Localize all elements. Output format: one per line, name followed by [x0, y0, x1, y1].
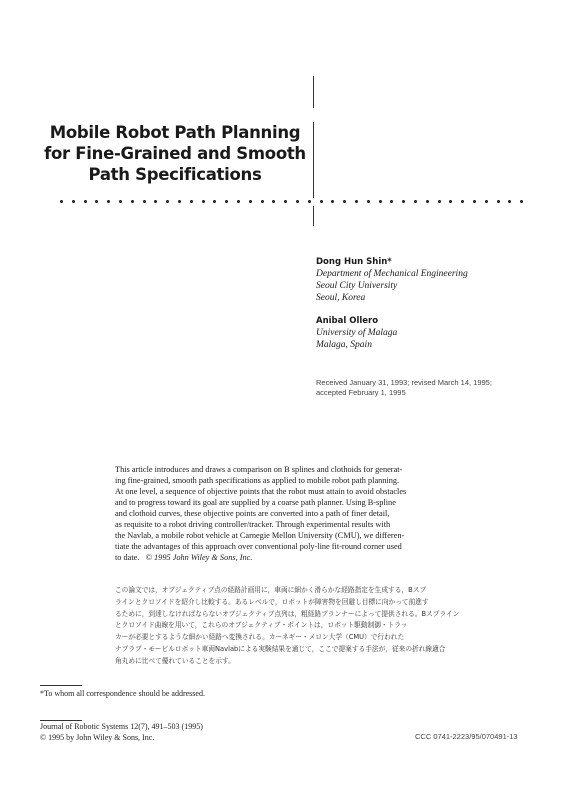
- separator-dot: [520, 200, 523, 203]
- separator-dot: [343, 200, 346, 203]
- journal-citation: Journal of Robotic Systems 12(7), 491–503 (1995): [40, 722, 203, 731]
- abstract-end: to date.: [115, 553, 140, 562]
- separator-dot: [202, 200, 205, 203]
- japanese-line: ナブラブ・モービルロボット車両Navlabによる実験結果を通じて，ここで提案する手法が，従来の折れ線適合: [115, 644, 446, 653]
- separator-dot: [166, 200, 169, 203]
- received-line: Received January 31, 1993; revised March 14, 1995;: [316, 378, 492, 387]
- separator-dot: [284, 200, 287, 203]
- vertical-rule-top: [313, 76, 314, 108]
- author-1: [316, 256, 468, 304]
- separator-dot: [438, 200, 441, 203]
- separator-dot: [296, 200, 299, 203]
- separator-dot: [426, 200, 429, 203]
- separator-dot: [190, 200, 193, 203]
- separator-dot: [213, 200, 216, 203]
- separator-dot: [272, 200, 275, 203]
- author-2: [316, 315, 397, 351]
- separator-dot: [95, 200, 98, 203]
- footnote-rule: [40, 685, 82, 686]
- japanese-line: カーが必要とするような細かい経路へ変換される。カーネギー・メロン大学（CMU）で行われた: [115, 633, 405, 642]
- separator-dot: [84, 200, 87, 203]
- title-line: for Fine-Grained and Smooth: [44, 144, 306, 163]
- abstract-line: the Navlab, a mobile robot vehicle at Carnegie Mellon University (CMU), we differen-: [115, 531, 405, 540]
- author-affiliation: Department of Mechanical Engineering: [316, 269, 468, 279]
- japanese-line: とクロソイド曲線を用いて，これらのオブジェクティブ・ポイントは，ロボット駆動制御・トラッ: [115, 621, 408, 630]
- page-title: [40, 122, 310, 185]
- journal-rule: [40, 720, 82, 721]
- separator-dot: [367, 200, 370, 203]
- separator-dot: [355, 200, 358, 203]
- separator-dot: [60, 200, 63, 203]
- footnote: *To whom all correspondence should be addressed.: [40, 689, 205, 698]
- ccc-code: CCC 0741-2223/95/070491-13: [415, 732, 518, 741]
- abstract-copyright: © 1995 John Wiley & Sons, Inc.: [145, 553, 253, 562]
- received-dates: [316, 378, 516, 398]
- vertical-rule-lower: [313, 206, 314, 226]
- journal-copyright: © 1995 by John Wiley & Sons, Inc.: [40, 732, 155, 742]
- separator-dot: [485, 200, 488, 203]
- separator-dot: [249, 200, 252, 203]
- author-name: Anibal Ollero: [316, 316, 379, 326]
- japanese-line: この論文では，オブジェクティブ点の経路計画用に，車両に細かく滑らかな経路指定を生成する，Bスプ: [115, 586, 427, 594]
- author-affiliation: Seoul, Korea: [316, 293, 366, 303]
- separator-dot: [225, 200, 228, 203]
- separator-dot: [379, 200, 382, 203]
- separator-dot: [414, 200, 417, 203]
- abstract-last-line: [115, 552, 462, 563]
- author-affiliation: Seoul City University: [316, 281, 398, 291]
- author-affiliation: University of Malaga: [316, 328, 398, 338]
- separator-dot: [331, 200, 334, 203]
- japanese-line: ラインとクロソイドを紹介し比較する。あるレベルで，ロボットが障害物を回避し目標に向かって前進す: [115, 597, 429, 606]
- separator-dot: [390, 200, 393, 203]
- separator-dot: [402, 200, 405, 203]
- separator-dot: [178, 200, 181, 203]
- author-name: Dong Hun Shin*: [316, 257, 392, 267]
- separator-dot: [473, 200, 476, 203]
- abstract-line: ing fine-grained, smooth path specifications as applied to mobile robot path planning.: [115, 476, 400, 485]
- separator-dot: [237, 200, 240, 203]
- separator-dot: [261, 200, 264, 203]
- separator-dot: [143, 200, 146, 203]
- separator-dot: [119, 200, 122, 203]
- abstract-line: At one level, a sequence of objective points that the robot must attain to avoid obstacles: [115, 487, 407, 496]
- title-line: Path Specifications: [88, 165, 262, 184]
- author-affiliation: Malaga, Spain: [316, 340, 372, 350]
- abstract-line: as requisite to a robot driving controller/tracker. Through experimental results with: [115, 520, 391, 529]
- abstract-line: tiate the advantages of this approach over conventional poly-line fit-round corner used: [115, 542, 402, 551]
- separator-dot: [449, 200, 452, 203]
- title-line: Mobile Robot Path Planning: [49, 123, 301, 142]
- abstract-line: and clothoid curves, these objective points are converted into a path of finer detail,: [115, 509, 390, 518]
- vertical-rule-middle: [313, 122, 314, 198]
- dotted-separator: [60, 200, 532, 204]
- separator-dot: [308, 200, 311, 203]
- abstract-line: This article introduces and draws a comparison on B splines and clothoids for generat-: [115, 465, 403, 474]
- japanese-line: るために，到達しなければならないオブジェクティブ点列は，粗経路プランナーによって提供される。Bスプライン: [115, 609, 460, 618]
- separator-dot: [461, 200, 464, 203]
- separator-dot: [154, 200, 157, 203]
- separator-dot: [508, 200, 511, 203]
- separator-dot: [320, 200, 323, 203]
- separator-dot: [497, 200, 500, 203]
- received-line: accepted February 1, 1995: [316, 388, 406, 397]
- journal-info: [40, 722, 203, 743]
- separator-dot: [72, 200, 75, 203]
- japanese-line: 角丸めに比べて優れていることを示す。: [115, 656, 235, 665]
- abstract: [115, 464, 462, 563]
- separator-dot: [131, 200, 134, 203]
- abstract-line: and to progress toward its goal are supplied by a coarse path planner. Using B-spline: [115, 498, 396, 507]
- japanese-abstract: [115, 585, 462, 668]
- separator-dot: [107, 200, 110, 203]
